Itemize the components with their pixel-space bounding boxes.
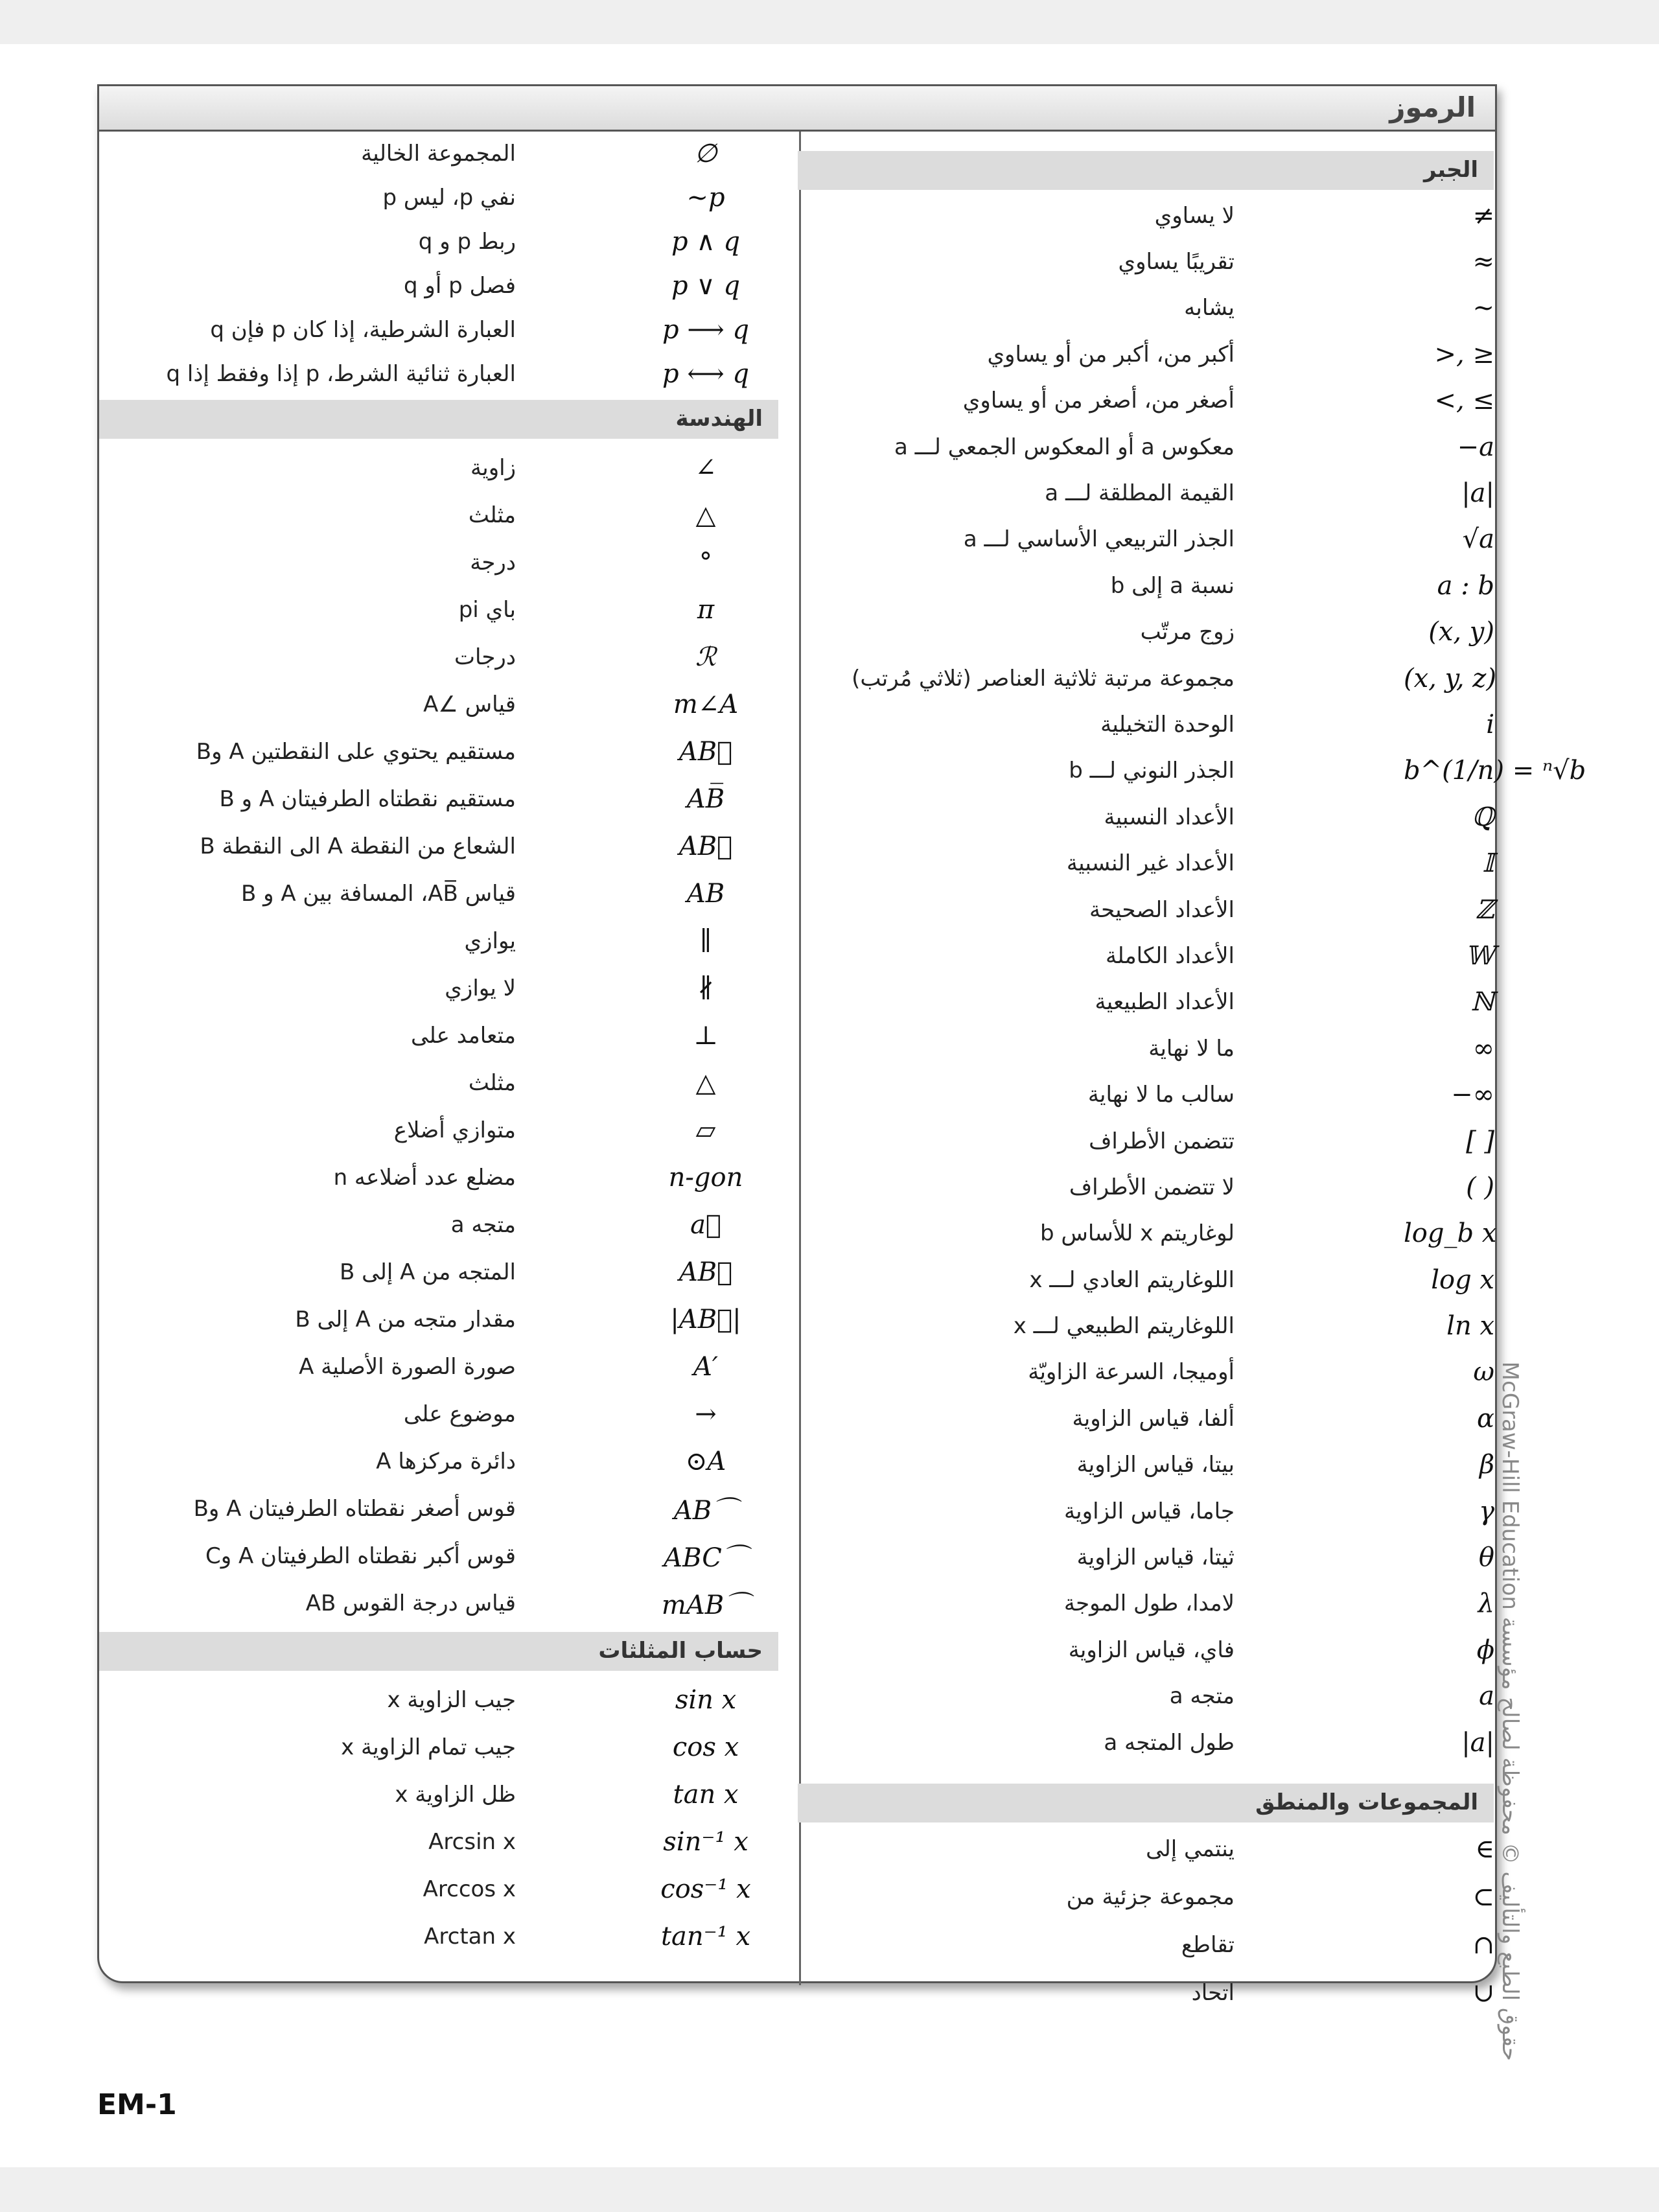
symbol-row [798, 1873, 1494, 1921]
symbol-definition: ما لا نهاية [1148, 1035, 1235, 1062]
symbol-definition: لوغاريتم x للأساس b [1040, 1220, 1235, 1247]
symbol: AB⃗ [679, 1257, 733, 1287]
symbol: λ [1478, 1589, 1494, 1619]
symbol-definition: فاي، قياس الزاوية [1068, 1636, 1235, 1663]
symbol-definition: درجات [454, 644, 516, 670]
symbol-definition: مجموعة مرتبة ثلاثية العناصر (ثلاثي مُرتب) [852, 665, 1235, 692]
symbol-row [798, 1488, 1494, 1534]
sets-list [798, 1825, 1494, 2017]
symbol: |AB⃗| [670, 1304, 741, 1334]
symbol: ~p [686, 183, 725, 213]
symbol-definition: أوميجا، السرعة الزاويّة [1028, 1359, 1235, 1386]
symbol: α [1476, 1403, 1494, 1434]
symbol: ∞ [1472, 1033, 1494, 1064]
symbol-row [798, 1921, 1494, 1969]
symbol-row [798, 1673, 1494, 1719]
symbol: log_b x [1404, 1218, 1497, 1249]
symbol-row [99, 176, 778, 220]
symbol-definition: مستقيم نقطتاه الطرفيتان A و B [219, 786, 516, 812]
symbol: ° [699, 547, 712, 577]
symbol: ∩ [1472, 1930, 1494, 1961]
symbol-row [99, 775, 778, 822]
symbol-definition: قياس ∠A [423, 691, 516, 717]
symbol: mAB⌒ [661, 1590, 750, 1620]
symbol-definition: تتضمن الأطراف [1089, 1128, 1235, 1154]
symbol: a [1479, 1681, 1494, 1712]
symbol: γ [1479, 1496, 1494, 1526]
symbol-definition: مجموعة جزئية من [1066, 1884, 1235, 1911]
symbol-definition: أكبر من، أكبر من أو يساوي [987, 341, 1235, 367]
symbol-row [798, 1349, 1494, 1395]
symbol-row [798, 887, 1494, 933]
symbol-definition: متوازي أضلاع [393, 1117, 516, 1143]
symbol-row [99, 1676, 778, 1723]
symbol-row [798, 1442, 1494, 1488]
symbol-row [99, 964, 778, 1012]
symbol: √a [1462, 524, 1494, 555]
symbol-row [99, 264, 778, 308]
symbol-definition: فصل p أو q [404, 273, 516, 299]
symbol-row [798, 1211, 1497, 1257]
symbol-definition: الشعاع من النقطة A الى النقطة B [200, 833, 516, 859]
symbol-definition: درجة [470, 549, 516, 576]
symbol-row [99, 870, 778, 917]
symbol-row [798, 239, 1494, 285]
symbol-definition: متجه a [450, 1211, 516, 1238]
symbol-row [99, 1532, 778, 1579]
symbol: −a [1457, 432, 1494, 462]
symbol: (x, y) [1428, 617, 1494, 647]
symbol-definition: المتجه من A إلى B [340, 1259, 516, 1285]
symbol-definition: المجموعة الخالية [361, 141, 516, 167]
symbol-definition: مقدار متجه من A إلى B [295, 1306, 516, 1333]
symbol: ℛ [695, 642, 716, 672]
symbol-row [99, 1865, 778, 1913]
symbol: n-gon [668, 1162, 743, 1193]
copyright-side-text: حقوق الطبع والتأليف © محفوظة لصالح مؤسسة McGraw-Hill Education [1497, 1361, 1523, 2061]
symbol-row [798, 701, 1494, 747]
symbol-definition: نسبة a إلى b [1110, 572, 1235, 599]
symbol-definition: سالب ما لا نهاية [1087, 1082, 1235, 1108]
symbol: ~ [1472, 293, 1494, 323]
symbol: ∅ [694, 139, 717, 169]
symbol-row [99, 1106, 778, 1154]
symbol: >, ≥ [1434, 339, 1494, 369]
symbol: ⊂ [1472, 1882, 1494, 1913]
symbol-row [99, 1771, 778, 1818]
symbol-definition: ظل الزاوية x [395, 1781, 516, 1808]
symbol-definition: الجذر التربيعي الأساسي لـــ a [963, 526, 1235, 553]
symbol: AB⌒ [673, 1496, 738, 1526]
symbol-definition: قياس AB̅، المسافة بين A و B [240, 880, 516, 907]
symbol-definition: Arcsin x [428, 1828, 516, 1855]
symbol-definition: صورة الصورة الأصلية A [299, 1353, 516, 1380]
symbol: m∠A [673, 689, 739, 719]
symbol: cos x [672, 1732, 739, 1762]
symbol-definition: الأعداد الطبيعية [1095, 989, 1235, 1016]
symbol-definition: لا تتضمن الأطراف [1069, 1174, 1235, 1200]
symbol-row [798, 933, 1494, 979]
symbol-definition: قياس درجة القوس AB [305, 1590, 516, 1616]
symbol: △ [695, 1067, 716, 1098]
trig-section-title: حساب المثلثات [99, 1632, 778, 1671]
symbol: ∥ [699, 926, 712, 956]
symbol: |a| [1461, 478, 1494, 509]
symbol-row [798, 1627, 1494, 1673]
symbol-definition: Arctan x [424, 1923, 516, 1950]
symbol: ≠ [1472, 200, 1494, 231]
symbol-definition: ربط p و q [418, 229, 516, 255]
symbol-row [99, 220, 778, 264]
symbol-definition: مضلع عدد أضلاعه n [333, 1164, 516, 1191]
symbol: p ⟷ q [662, 359, 749, 389]
geometry-section-title: الهندسة [99, 400, 778, 439]
symbol: −∞ [1451, 1080, 1494, 1110]
symbol: ℕ [1470, 987, 1494, 1018]
symbol: cos⁻¹ x [660, 1874, 751, 1904]
symbol-row [99, 1343, 778, 1390]
symbol: △ [695, 500, 716, 530]
symbol-row [99, 1723, 778, 1771]
logic-list [99, 132, 778, 396]
symbol: a⃗ [690, 1209, 721, 1240]
symbol-row [798, 424, 1494, 470]
symbol: log x [1431, 1264, 1494, 1295]
symbol-row [798, 1025, 1494, 1071]
symbol-row [798, 748, 1586, 794]
symbol-definition: نفي p، ليس p [382, 185, 516, 211]
symbol: ℤ [1475, 894, 1494, 925]
symbol-definition: جاما، قياس الزاوية [1063, 1498, 1235, 1524]
symbol-definition: جيب تمام الزاوية x [341, 1734, 516, 1760]
symbol-row [798, 1719, 1494, 1765]
symbol-definition: متجه a [1169, 1683, 1235, 1710]
symbol: β [1479, 1450, 1494, 1480]
symbol-definition: موضوع على [403, 1401, 516, 1427]
symbol: <, ≤ [1434, 386, 1494, 416]
symbol: sin⁻¹ x [663, 1826, 748, 1857]
symbol: p ∧ q [671, 227, 740, 257]
symbol-definition: الأعداد الكاملة [1105, 942, 1235, 969]
symbol: ∦ [697, 973, 714, 1003]
symbol: AB⃗ [679, 831, 733, 861]
symbol: ABC⌒ [664, 1543, 748, 1573]
symbol-row [99, 728, 778, 775]
symbol-row [99, 308, 778, 352]
symbol-definition: اللوغاريتم العادي لـــ x [1029, 1266, 1235, 1293]
sets-section-title: المجموعات والمنطق [798, 1784, 1494, 1822]
symbol: tan⁻¹ x [660, 1921, 751, 1951]
symbol-row [798, 1581, 1494, 1627]
symbol: AB [686, 878, 725, 909]
algebra-section-title: الجبر [798, 151, 1494, 190]
symbol-definition: العبارة ثنائية الشرط، p إذا وفقط إذا q [166, 361, 516, 387]
symbol-row [798, 192, 1494, 239]
symbol-row [798, 331, 1494, 377]
symbol-definition: متعامد على [411, 1022, 516, 1049]
symbol-definition: مثلث [468, 502, 516, 528]
symbol-row [99, 1296, 778, 1343]
symbol: ∠ [695, 452, 717, 483]
symbol-row [99, 1012, 778, 1059]
symbol-definition: لامدا، طول الموجة [1063, 1590, 1235, 1617]
symbol-row [798, 979, 1494, 1025]
symbol-row [99, 586, 778, 633]
symbol-row [99, 1248, 778, 1296]
symbol: π [697, 594, 715, 625]
symbol: A′ [693, 1351, 718, 1382]
symbol: tan x [673, 1779, 739, 1810]
symbol-row [99, 1059, 778, 1106]
symbol: AB⃡ [679, 736, 733, 767]
symbol-row [798, 655, 1494, 701]
symbol-definition: معكوس a أو المعكوس الجمعي لـــ a [894, 434, 1235, 460]
trig-list [99, 1676, 778, 1960]
symbol: ∈ [1475, 1834, 1494, 1865]
symbol-row [99, 633, 778, 681]
symbol-row [798, 609, 1494, 655]
symbol-definition: يشابه [1184, 295, 1235, 321]
symbol: ≈ [1472, 247, 1494, 277]
symbol-row [798, 1534, 1494, 1580]
symbol-row [798, 470, 1494, 516]
symbol-row [798, 1825, 1494, 1873]
symbol-definition: باي pi [458, 596, 516, 623]
symbol-definition: تقاطع [1181, 1932, 1235, 1959]
symbol: ω [1473, 1357, 1494, 1388]
symbol-row [798, 517, 1494, 563]
symbol: p ⟶ q [662, 315, 749, 345]
symbol-row [798, 840, 1494, 886]
symbol-definition: لا يوازي [445, 975, 516, 1001]
symbol-row [798, 1164, 1494, 1210]
symbol: → [695, 1399, 717, 1429]
symbol: ⊥ [693, 1020, 718, 1051]
symbol-row [99, 917, 778, 964]
symbol-definition: لا يساوي [1154, 202, 1235, 229]
symbol-definition: اللوغاريتم الطبيعي لـــ x [1013, 1313, 1235, 1340]
symbol: |a| [1461, 1727, 1494, 1758]
symbol-definition: ألفا، قياس الزاوية [1072, 1405, 1235, 1432]
symbol-row [798, 1303, 1494, 1349]
symbol: θ [1478, 1543, 1494, 1573]
symbol: a : b [1437, 570, 1494, 601]
symbol-definition: العبارة الشرطية، إذا كان p فإن q [210, 317, 516, 343]
symbol-row [99, 444, 778, 491]
symbol-definition: الأعداد غير النسبية [1066, 850, 1235, 877]
symbol: sin x [675, 1684, 737, 1715]
symbol: ℚ [1472, 802, 1494, 832]
symbol-row [99, 1913, 778, 1960]
symbol-row [798, 794, 1494, 840]
symbol-definition: الأعداد النسبية [1104, 804, 1235, 830]
symbol: 𝕎 [1465, 940, 1494, 971]
symbol: ▱ [695, 1115, 716, 1145]
symbol: AB̅ [686, 784, 725, 814]
symbol-definition: الوحدة التخيلية [1100, 711, 1235, 738]
symbol-definition: مستقيم يحتوي على النقطتين A وB [196, 738, 516, 765]
symbol-row [99, 1438, 778, 1485]
symbol-definition: زاوية [470, 454, 516, 481]
symbol-definition: ينتمي إلى [1146, 1836, 1235, 1863]
symbol: ∪ [1472, 1978, 1494, 2008]
symbol-row [99, 1390, 778, 1438]
symbol-row [798, 1969, 1494, 2017]
symbol-definition: يوازي [464, 927, 516, 954]
left-column [99, 132, 778, 1960]
symbol-row [798, 563, 1494, 609]
symbol-definition: تقريبًا يساوي [1118, 249, 1235, 275]
symbol-row [99, 1579, 778, 1627]
symbol-definition: زوج مرتّب [1140, 619, 1235, 646]
symbol: ln x [1446, 1311, 1494, 1342]
symbol-definition: قوس أكبر نقطتاه الطرفيتان A وC [205, 1543, 516, 1569]
symbol: b^(1/n) = ⁿ√b [1404, 756, 1586, 786]
symbol-definition: الأعداد الصحيحة [1089, 896, 1235, 923]
symbol-row [798, 378, 1494, 424]
symbol-row [99, 132, 778, 176]
symbol-row [798, 1118, 1494, 1164]
symbol-definition: دائرة مركزها A [376, 1448, 516, 1474]
symbol: ( ) [1466, 1172, 1494, 1202]
symbol-definition: اتحاد [1191, 1980, 1235, 2007]
symbol-definition: ثيتا، قياس الزاوية [1076, 1544, 1235, 1571]
symbol-definition: الجذر النوني لـــ b [1069, 758, 1235, 784]
symbol-row [99, 822, 778, 870]
symbol-definition: بيتا، قياس الزاوية [1076, 1452, 1235, 1478]
symbol-row [99, 1201, 778, 1248]
page-number: EM-1 [97, 2088, 177, 2121]
symbol-definition: القيمة المطلقة لـــ a [1045, 480, 1235, 507]
symbol-row [99, 491, 778, 539]
symbol-definition: أصغر من، أصغر من أو يساوي [962, 388, 1235, 414]
symbol-definition: Arccos x [423, 1876, 516, 1902]
symbol-row [798, 1395, 1494, 1441]
symbol: i [1486, 709, 1494, 739]
symbol: [ ] [1466, 1126, 1494, 1156]
symbol: 𝕀 [1482, 848, 1494, 879]
symbol-row [798, 285, 1494, 331]
symbol-row [798, 1257, 1494, 1303]
symbol: ϕ [1476, 1635, 1494, 1665]
symbol-definition: قوس أصغر نقطتاه الطرفيتان A وB [193, 1495, 516, 1522]
symbol-row [99, 681, 778, 728]
symbol-row [99, 1154, 778, 1201]
symbol-definition: جيب الزاوية x [387, 1686, 516, 1713]
symbol: ⊙A [685, 1446, 726, 1476]
symbol-row [99, 352, 778, 396]
symbol: (x, y, z) [1404, 663, 1496, 693]
symbol-row [99, 1818, 778, 1865]
geometry-list [99, 444, 778, 1627]
symbol-definition: طول المتجه a [1104, 1729, 1235, 1756]
symbol: p ∨ q [671, 271, 740, 301]
symbol-row [99, 539, 778, 586]
card-title: الرموز [99, 86, 1495, 132]
symbol-row [99, 1485, 778, 1532]
symbol-definition: مثلث [468, 1069, 516, 1096]
symbol-row [798, 1071, 1494, 1117]
